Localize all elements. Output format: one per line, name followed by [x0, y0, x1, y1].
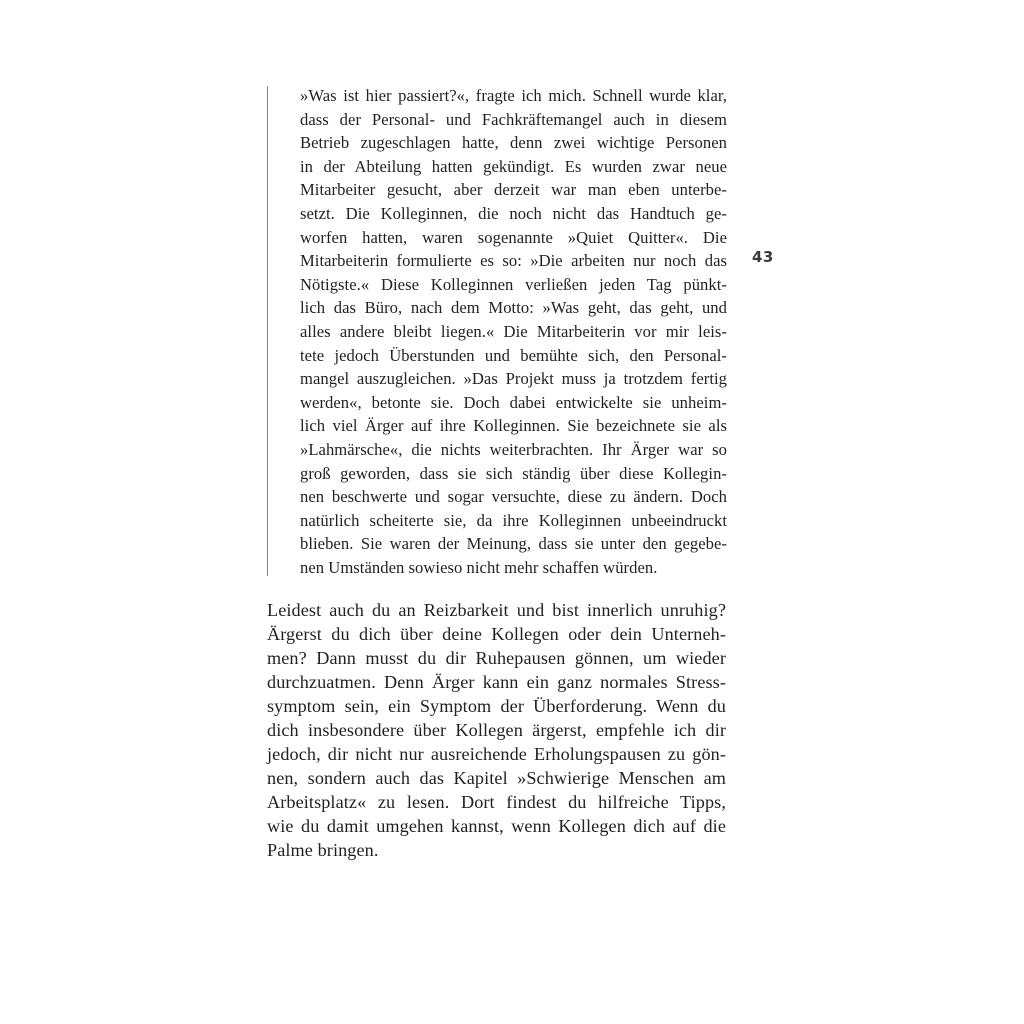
quote-line: Mitarbeiterin formulierte es so: »Die arbeiten nur noch das [300, 251, 727, 271]
quote-line: werden«, betonte sie. Doch dabei entwickelte sie unheim- [300, 392, 727, 412]
quote-line: worfen hatten, waren sogenannte »Quiet Quitter«. Die [300, 227, 727, 247]
quote-line: lich viel Ärger auf ihre Kolleginnen. Sie bezeichnete sie als [300, 416, 727, 436]
quote-line: nen beschwerte und sogar versuchte, diese zu ändern. Doch [300, 487, 727, 507]
quote-line: lich das Büro, nach dem Motto: »Was geht, das geht, und [300, 298, 727, 318]
quote-line: alles andere bleibt liegen.« Die Mitarbeiterin vor mir leis- [300, 322, 727, 341]
body-line: symptom sein, ein Symptom der Überforderung. Wenn du [267, 696, 726, 716]
quote-line: groß geworden, dass sie sich ständig über diese Kollegin- [300, 463, 727, 483]
body-line: Arbeitsplatz« zu lesen. Dort findest du hilfreiche Tipps, [267, 792, 726, 812]
quote-line: in der Abteilung hatten gekündigt. Es wurden zwar neue [300, 156, 727, 176]
quote-line: blieben. Sie waren der Meinung, dass sie unter den gegebe- [300, 534, 727, 554]
quote-line: mangel auszugleichen. »Das Projekt muss ja trotzdem fertig [300, 369, 727, 389]
quote-line: tete jedoch Überstunden und bemühte sich, den Personal- [300, 345, 727, 365]
body-line: durchzuatmen. Denn Ärger kann ein ganz normales Stress- [267, 672, 726, 692]
quote-line: nen Umständen sowieso nicht mehr schaffen würden. [300, 558, 658, 577]
body-line: dich insbesondere über Kollegen ärgerst, empfehle ich dir [267, 720, 726, 740]
body-line: Ärgerst du dich über deine Kollegen oder dein Unterneh- [267, 624, 726, 644]
quote-line: Betrieb zugeschlagen hatte, denn zwei wichtige Personen [300, 133, 727, 153]
page-number: 43 [752, 248, 774, 266]
quote-line: dass der Personal- und Fachkräftemangel auch in diesem [300, 109, 727, 129]
quote-line: »Was ist hier passiert?«, fragte ich mich. Schnell wurde klar, [300, 86, 727, 105]
body-line: Palme bringen. [267, 840, 379, 860]
body-line: jedoch, dir nicht nur ausreichende Erholungspausen zu gön- [267, 744, 726, 764]
quote-line: setzt. Die Kolleginnen, die noch nicht das Handtuch ge- [300, 204, 727, 223]
quote-line: Nötigste.« Diese Kolleginnen verließen jeden Tag pünkt- [300, 274, 727, 294]
body-line: wie du damit umgehen kannst, wenn Kollegen dich auf die [267, 816, 726, 836]
quote-rule [267, 86, 268, 576]
body-line: Leidest auch du an Reizbarkeit und bist innerlich unruhig? [267, 600, 726, 620]
quote-line: natürlich scheiterte sie, da ihre Kolleginnen unbeeindruckt [300, 510, 727, 530]
body-line: men? Dann musst du dir Ruhepausen gönnen, um wieder [267, 648, 726, 668]
body-line: nen, sondern auch das Kapitel »Schwierige Menschen am [267, 768, 726, 788]
quote-line: Mitarbeiter gesucht, aber derzeit war man eben unterbe- [300, 180, 727, 200]
quote-line: »Lahmärsche«, die nichts weiterbrachten. Ihr Ärger war so [300, 440, 727, 459]
